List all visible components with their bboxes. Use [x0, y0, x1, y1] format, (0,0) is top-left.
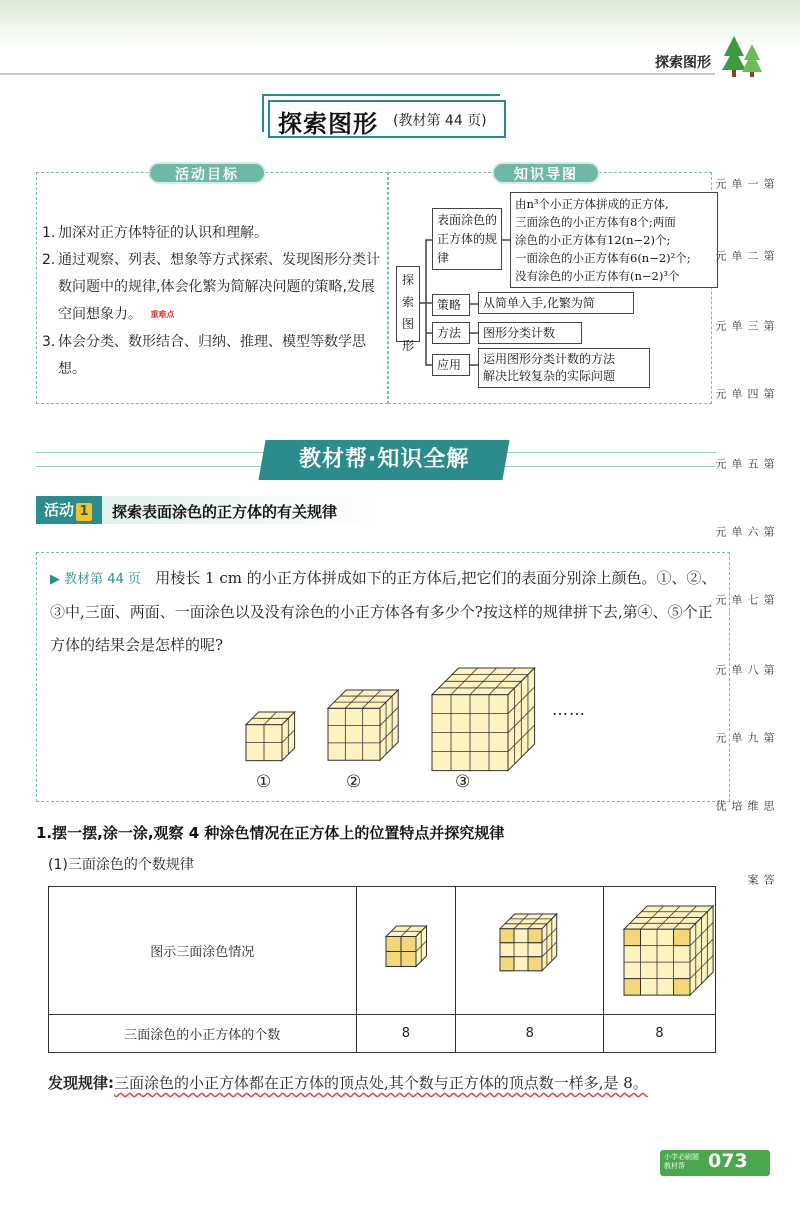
side-tab-unit-2[interactable]: 第二单元 — [714, 250, 775, 261]
section-banner-text: 教材帮·知识全解 — [298, 447, 470, 472]
mindmap-detail-application — [478, 348, 650, 388]
cube-label: ② — [346, 772, 362, 792]
side-tab-unit-6[interactable]: 第六单元 — [714, 526, 775, 537]
table-cell-figure — [456, 887, 604, 1015]
table-cell-count: 8 — [456, 1015, 604, 1053]
table-cell-count: 8 — [604, 1015, 716, 1053]
goal-item — [42, 247, 382, 329]
mindmap-node-application: 应用 — [432, 354, 470, 376]
table-cell-figure — [604, 887, 716, 1015]
page-subtitle: (教材第 44 页) — [393, 113, 487, 129]
discovered-rule — [48, 1068, 728, 1098]
key-point-badge: 重难点 — [150, 310, 175, 319]
section-banner — [258, 440, 509, 480]
table-cell-count: 8 — [356, 1015, 456, 1053]
goals-list — [42, 220, 382, 383]
problem-body: 用棱长 1 cm 的小正方体拼成如下的正方体后,把它们的表面分别涂上颜色。①、②、③中,三面、两面、一面涂色以及没有涂色的小正方体各有多少个?按这样的规律拼下去,第④、⑤个正方体的结果会是怎样的呢? — [50, 569, 717, 654]
mindmap-detail-line: 运用图形分类计数的方法 — [483, 352, 616, 366]
goal-number: 2. — [42, 252, 56, 268]
goal-text: 通过观察、列表、想象等方式探索、发现图形分类计数问题中的规律,体会化繁为简解决问题的策略,发展空间想象力。 — [58, 252, 380, 323]
textbook-source: ▶ 教材第 44 页 — [50, 572, 141, 587]
mindmap-detail-line: 三面涂色的小正方体有8个;两面 — [515, 215, 676, 229]
corner-cube-table — [48, 886, 716, 1053]
goal-number: 1. — [42, 225, 56, 241]
goal-item — [42, 329, 382, 383]
activity-tag-label: 活动 — [44, 501, 75, 519]
mindmap-detail-line: 涂色的小正方体有12(n−2)个; — [515, 233, 671, 247]
activity-title: 探索表面涂色的正方体的有关规律 — [112, 503, 338, 521]
cube-label: ③ — [455, 772, 471, 792]
mindmap-detail-rule — [510, 192, 718, 288]
side-tab-thinking[interactable]: 思维培优 — [714, 800, 775, 811]
mindmap-detail-line: 解决比较复杂的实际问题 — [483, 369, 616, 383]
knowledge-map-tab: 知识导图 — [492, 162, 600, 184]
ellipsis: …… — [552, 700, 586, 719]
side-tab-unit-3[interactable]: 第三单元 — [714, 320, 775, 331]
mindmap-detail-line: 一面涂色的小正方体有6(n−2)²个; — [515, 251, 691, 265]
goal-item — [42, 220, 382, 247]
question-subtitle: (1)三面涂色的个数规律 — [48, 857, 194, 873]
table-cell-figure — [356, 887, 456, 1015]
goals-tab: 活动目标 — [148, 162, 266, 184]
question-title: 1.摆一摆,涂一涂,观察 4 种涂色情况在正方体上的位置特点并探究规律 — [36, 824, 505, 842]
table-row-label: 三面涂色的小正方体的个数 — [49, 1015, 357, 1053]
mindmap-node-method: 方法 — [432, 322, 470, 344]
header-rule — [0, 73, 715, 75]
rule-text: 三面涂色的小正方体都在正方体的顶点处,其个数与正方体的顶点数一样多,是 8。 — [114, 1074, 648, 1092]
activity-number: 1 — [76, 503, 92, 521]
side-tab-unit-4[interactable]: 第四单元 — [714, 388, 775, 399]
mindmap-detail-line: 由n³个小正方体拼成的正方体, — [515, 197, 669, 211]
cube-label: ① — [256, 772, 272, 792]
goal-text: 加深对正方体特征的认识和理解。 — [58, 225, 268, 241]
mindmap-detail-strategy: 从简单入手,化繁为简 — [478, 292, 634, 314]
side-tab-unit-7[interactable]: 第七单元 — [714, 594, 775, 605]
tree-icon — [722, 34, 762, 78]
rule-label: 发现规律: — [48, 1074, 114, 1092]
mindmap-detail-method: 图形分类计数 — [478, 322, 582, 344]
activity-tag — [36, 496, 102, 524]
mindmap-node-rule: 表面涂色的正方体的规律 — [432, 208, 502, 270]
mindmap-node-strategy: 策略 — [432, 294, 470, 316]
goal-number: 3. — [42, 333, 56, 350]
page-title: 探索图形 — [278, 110, 378, 138]
side-tab-unit-9[interactable]: 第九单元 — [714, 732, 775, 743]
mindmap-root: 探索图形 — [396, 266, 420, 342]
footer-brand: 小学必刷题 教材帮 — [664, 1153, 699, 1170]
side-tab-unit-8[interactable]: 第八单元 — [714, 664, 775, 675]
top-band — [0, 0, 800, 48]
mindmap-detail-line: 没有涂色的小正方体有(n−2)³个 — [515, 269, 680, 283]
problem-text — [50, 562, 726, 662]
table-row-label: 图示三面涂色情况 — [49, 887, 357, 1015]
side-tab-answers[interactable]: 答案 — [746, 874, 775, 885]
page-number: 073 — [708, 1150, 748, 1172]
goal-text: 体会分类、数形结合、归纳、推理、模型等数学思想。 — [58, 333, 366, 377]
section-label: 探索图形 — [655, 55, 711, 71]
side-tab-unit-5[interactable]: 第五单元 — [714, 458, 775, 469]
side-tab-unit-1[interactable]: 第一单元 — [714, 178, 775, 189]
